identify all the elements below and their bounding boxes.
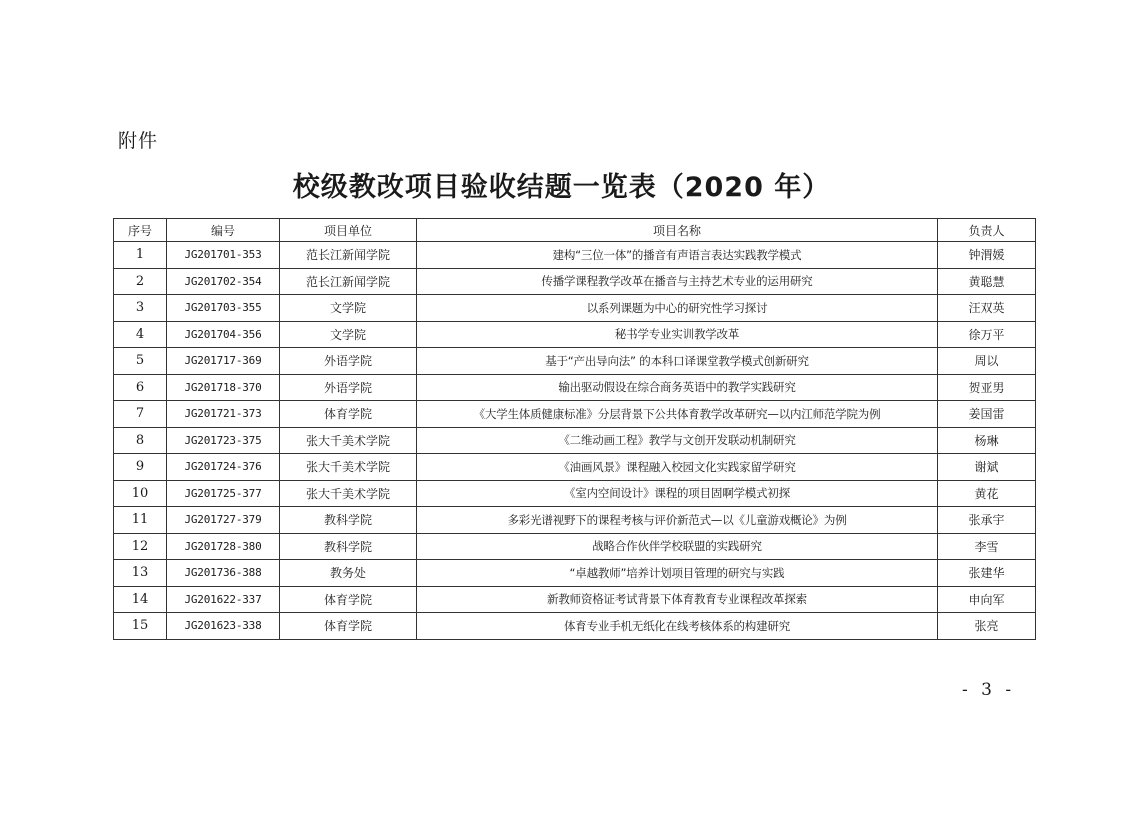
table-row [114, 427, 1036, 454]
table-row [114, 533, 1036, 560]
row-unit: 张大千美术学院 [280, 480, 417, 507]
row-project-name: 《二维动画工程》教学与文创开发联动机制研究 [417, 427, 938, 454]
row-code: JG201736-388 [167, 560, 280, 587]
row-project-name: 基于“产出导向法” 的本科口译课堂教学模式创新研究 [417, 348, 938, 375]
row-code: JG201727-379 [167, 507, 280, 534]
header-unit: 项目单位 [280, 219, 417, 242]
table-row [114, 321, 1036, 348]
table-row [114, 454, 1036, 481]
table-row [114, 348, 1036, 375]
header-code: 编号 [167, 219, 280, 242]
table-row [114, 613, 1036, 640]
row-leader: 张承宇 [938, 507, 1036, 534]
row-project-name: 新教师资格证考试背景下体育教育专业课程改革探索 [417, 586, 938, 613]
row-leader: 周以 [938, 348, 1036, 375]
row-unit: 张大千美术学院 [280, 427, 417, 454]
row-seq: 15 [114, 613, 167, 640]
row-code: JG201718-370 [167, 374, 280, 401]
header-leader: 负责人 [938, 219, 1036, 242]
row-unit: 外语学院 [280, 374, 417, 401]
row-project-name: 《室内空间设计》课程的项目固啊学模式初探 [417, 480, 938, 507]
row-project-name: 秘书学专业实训教学改革 [417, 321, 938, 348]
row-project-name: 体育专业手机无纸化在线考核体系的构建研究 [417, 613, 938, 640]
row-leader: 徐万平 [938, 321, 1036, 348]
row-seq: 13 [114, 560, 167, 587]
row-project-name: 输出驱动假设在综合商务英语中的教学实践研究 [417, 374, 938, 401]
row-seq: 8 [114, 427, 167, 454]
row-code: JG201701-353 [167, 242, 280, 269]
row-seq: 4 [114, 321, 167, 348]
row-leader: 张建华 [938, 560, 1036, 587]
row-leader: 杨琳 [938, 427, 1036, 454]
row-unit: 体育学院 [280, 613, 417, 640]
row-code: JG201728-380 [167, 533, 280, 560]
row-seq: 12 [114, 533, 167, 560]
row-code: JG201623-338 [167, 613, 280, 640]
table-row [114, 586, 1036, 613]
table-row [114, 268, 1036, 295]
row-project-name: 《油画风景》课程融入校园文化实践家留学研究 [417, 454, 938, 481]
row-leader: 李雪 [938, 533, 1036, 560]
row-unit: 文学院 [280, 321, 417, 348]
row-leader: 申向军 [938, 586, 1036, 613]
table-row [114, 242, 1036, 269]
row-unit: 教科学院 [280, 533, 417, 560]
row-seq: 2 [114, 268, 167, 295]
header-seq: 序号 [114, 219, 167, 242]
row-leader: 张亮 [938, 613, 1036, 640]
page-number: - 3 - [962, 680, 1016, 700]
row-seq: 14 [114, 586, 167, 613]
row-leader: 黄聪慧 [938, 268, 1036, 295]
table-header-row [114, 219, 1036, 242]
table-row [114, 295, 1036, 322]
row-code: JG201721-373 [167, 401, 280, 428]
row-project-name: 《大学生体质健康标准》分层背景下公共体育教学改革研究—以内江师范学院为例 [417, 401, 938, 428]
row-code: JG201704-356 [167, 321, 280, 348]
row-unit: 体育学院 [280, 401, 417, 428]
row-seq: 9 [114, 454, 167, 481]
row-code: JG201723-375 [167, 427, 280, 454]
row-code: JG201725-377 [167, 480, 280, 507]
row-project-name: 建构“三位一体”的播音有声语言表达实践教学模式 [417, 242, 938, 269]
row-seq: 7 [114, 401, 167, 428]
row-unit: 范长江新闻学院 [280, 268, 417, 295]
row-unit: 文学院 [280, 295, 417, 322]
row-code: JG201724-376 [167, 454, 280, 481]
row-project-name: 战略合作伙伴学校联盟的实践研究 [417, 533, 938, 560]
table-body [114, 242, 1036, 640]
row-unit: 教务处 [280, 560, 417, 587]
page-title: 校级教改项目验收结题一览表（2020 年） [292, 172, 831, 203]
row-project-name: “卓越教师”培养计划项目管理的研究与实践 [417, 560, 938, 587]
row-seq: 6 [114, 374, 167, 401]
table-row [114, 480, 1036, 507]
row-seq: 11 [114, 507, 167, 534]
row-seq: 5 [114, 348, 167, 375]
header-project-name: 项目名称 [417, 219, 938, 242]
table-row [114, 401, 1036, 428]
row-project-name: 多彩光谱视野下的课程考核与评价新范式—以《儿童游戏概论》为例 [417, 507, 938, 534]
row-leader: 姜国雷 [938, 401, 1036, 428]
row-leader: 汪双英 [938, 295, 1036, 322]
row-code: JG201622-337 [167, 586, 280, 613]
table-row [114, 374, 1036, 401]
row-leader: 黄花 [938, 480, 1036, 507]
row-seq: 1 [114, 242, 167, 269]
row-project-name: 传播学课程教学改革在播音与主持艺术专业的运用研究 [417, 268, 938, 295]
row-code: JG201717-369 [167, 348, 280, 375]
row-code: JG201703-355 [167, 295, 280, 322]
row-seq: 10 [114, 480, 167, 507]
row-seq: 3 [114, 295, 167, 322]
row-unit: 体育学院 [280, 586, 417, 613]
row-unit: 张大千美术学院 [280, 454, 417, 481]
table-row [114, 560, 1036, 587]
project-table [113, 218, 1036, 640]
row-project-name: 以系列课题为中心的研究性学习探讨 [417, 295, 938, 322]
row-leader: 钟渭媛 [938, 242, 1036, 269]
row-leader: 贺亚男 [938, 374, 1036, 401]
row-unit: 教科学院 [280, 507, 417, 534]
attachment-label: 附件 [118, 130, 159, 152]
row-unit: 范长江新闻学院 [280, 242, 417, 269]
table-row [114, 507, 1036, 534]
row-unit: 外语学院 [280, 348, 417, 375]
row-code: JG201702-354 [167, 268, 280, 295]
row-leader: 谢斌 [938, 454, 1036, 481]
